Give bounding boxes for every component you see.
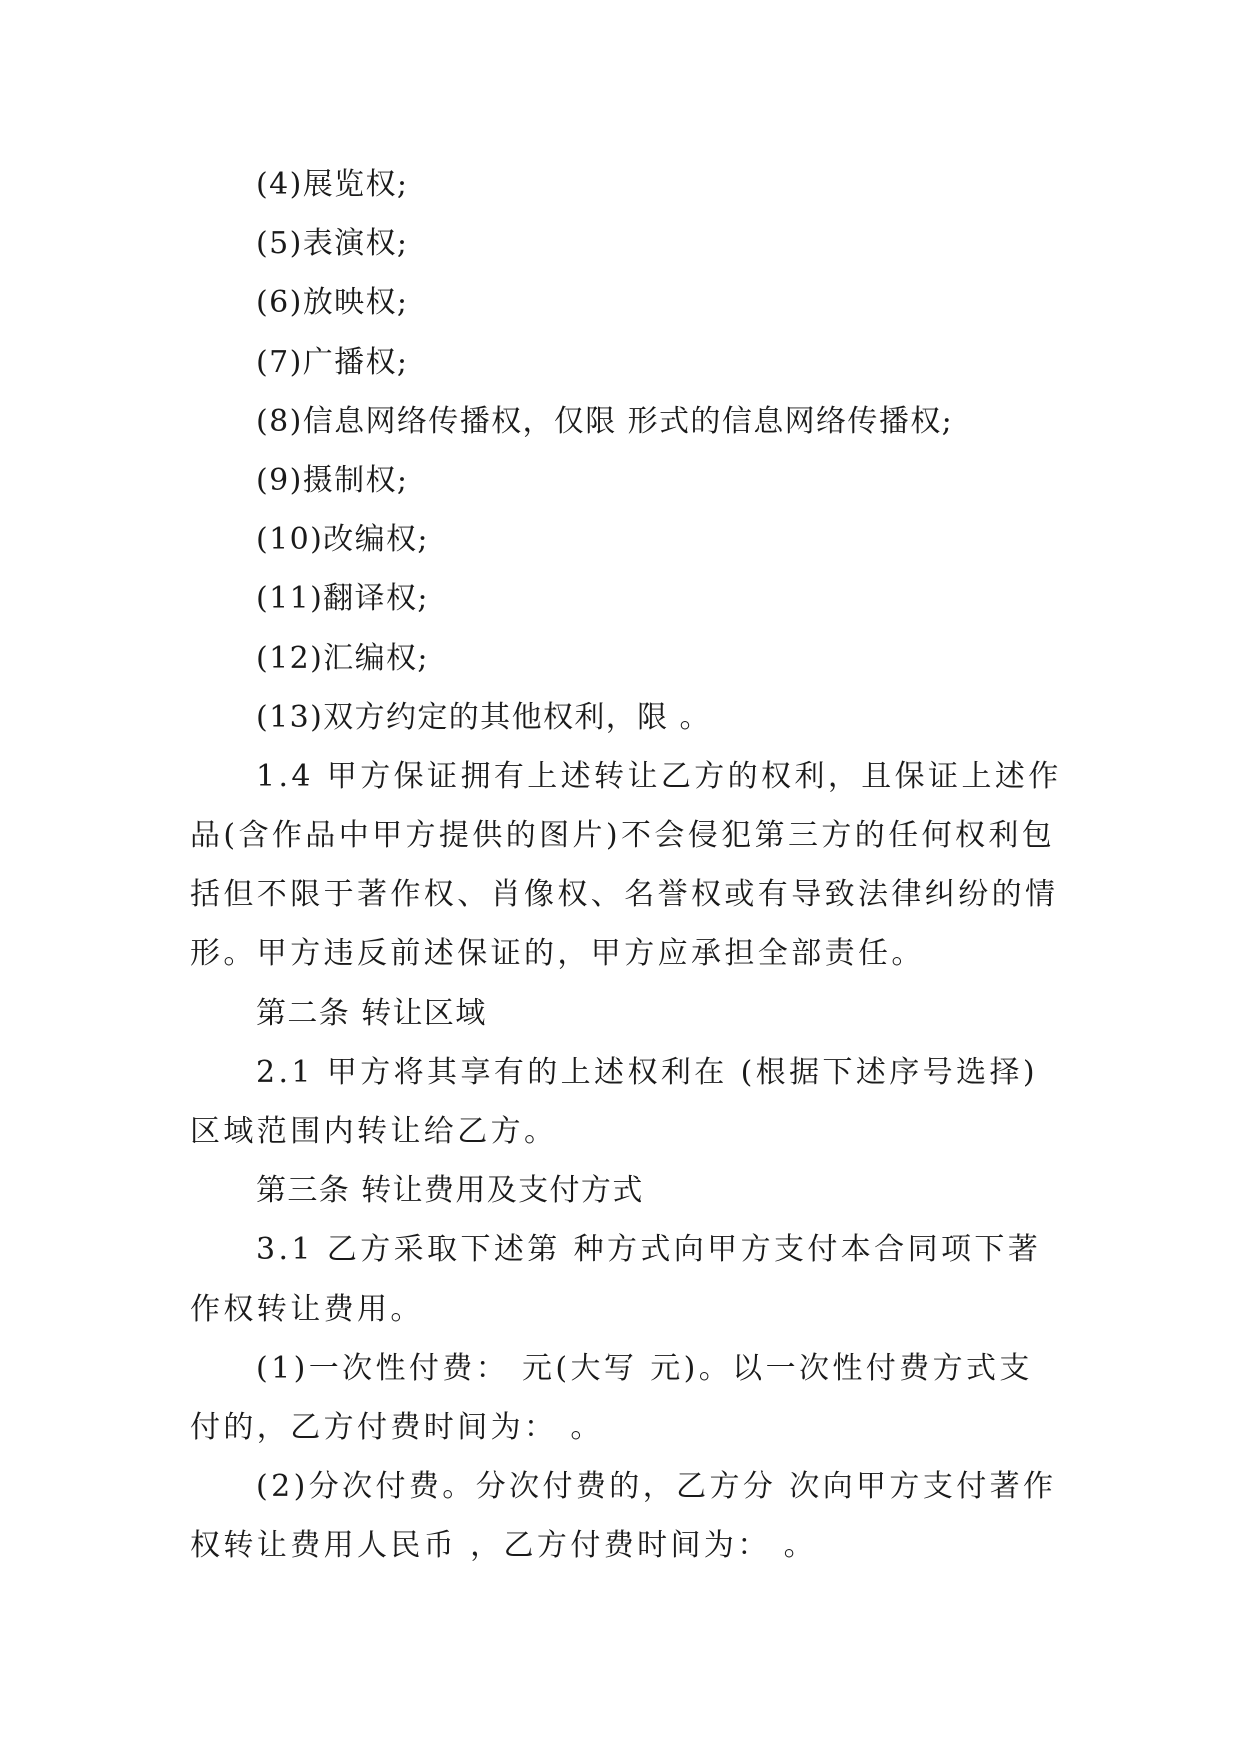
payment-option-2-line: 权转让费用人民币 ，乙方付费时间为： 。 bbox=[190, 1528, 818, 1564]
rights-item-11: (11)翻译权; bbox=[256, 581, 429, 617]
rights-item-6: (6)放映权; bbox=[256, 285, 409, 321]
article-3-title: 第三条 转让费用及支付方式 bbox=[256, 1173, 644, 1209]
document-body bbox=[190, 155, 1062, 1576]
payment-option-1 bbox=[190, 1339, 1050, 1457]
rights-item-10: (10)改编权; bbox=[256, 522, 429, 558]
rights-item-9: (9)摄制权; bbox=[256, 462, 409, 498]
clause-1-4 bbox=[190, 747, 1062, 984]
clause-2-1-line: 区域范围内转让给乙方。 bbox=[190, 1114, 558, 1149]
payment-option-2 bbox=[190, 1457, 1057, 1575]
clause-1-4-line: 形。甲方违反前述保证的，甲方应承担全部责任。 bbox=[190, 936, 925, 972]
rights-item-12: (12)汇编权; bbox=[256, 640, 429, 676]
payment-option-2-line: (2)分次付费。分次付费的，乙方分 次向甲方支付著作 bbox=[256, 1469, 1057, 1505]
rights-item-4: (4)展览权; bbox=[256, 167, 409, 202]
clause-3-1-line: 3.1 乙方采取下述第 种方式向甲方支付本合同项下著 bbox=[256, 1232, 1042, 1268]
clause-1-4-line: 括但不限于著作权、肖像权、名誉权或有导致法律纠纷的情 bbox=[190, 877, 1059, 913]
payment-option-1-line: (1)一次性付费： 元(大写 元)。以一次性付费方式支 bbox=[256, 1350, 1033, 1386]
payment-option-1-line: 付的，乙方付费时间为： 。 bbox=[190, 1409, 604, 1445]
rights-item-7: (7)广播权; bbox=[256, 344, 409, 380]
clause-3-1 bbox=[190, 1220, 1050, 1338]
clause-2-1 bbox=[190, 1043, 1050, 1161]
rights-item-8: (8)信息网络传播权，仅限 形式的信息网络传播权; bbox=[256, 403, 954, 439]
clause-3-1-line: 作权转让费用。 bbox=[190, 1291, 424, 1327]
article-2-title: 第二条 转让区域 bbox=[256, 995, 487, 1031]
clause-1-4-line: 品(含作品中甲方提供的图片)不会侵犯第三方的任何权利包 bbox=[190, 818, 1056, 854]
clause-1-4-line: 1.4 甲方保证拥有上述转让乙方的权利，且保证上述作 bbox=[256, 758, 1062, 794]
rights-item-5: (5)表演权; bbox=[256, 226, 409, 262]
clause-2-1-line: 2.1 甲方将其享有的上述权利在 (根据下述序号选择) bbox=[256, 1054, 1038, 1090]
rights-item-13: (13)双方约定的其他权利，限 。 bbox=[256, 699, 711, 735]
